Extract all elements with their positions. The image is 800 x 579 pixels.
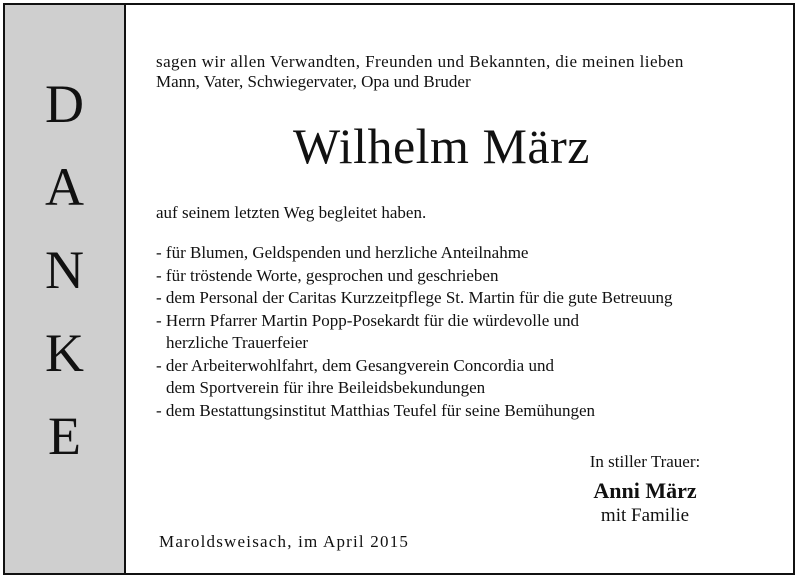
list-item: - für Blumen, Geldspenden und herzliche Anteilnahme [156, 243, 529, 262]
danke-letter: D [45, 74, 84, 134]
deceased-name: Wilhelm März [293, 118, 590, 174]
signer-family: mit Familie [600, 505, 690, 526]
list-item: - der Arbeiterwohlfahrt, dem Gesangverein Concordia und [156, 355, 554, 375]
danke-letter: E [48, 406, 81, 466]
follow-text: auf seinem letzten Weg begleitet haben. [156, 203, 427, 222]
list-item: herzliche Trauerfeier [166, 333, 309, 352]
signer-name: Anni März [593, 478, 697, 503]
list-item: - dem Bestattungsinstitut Matthias Teufel für seine Bemühungen [156, 400, 596, 420]
intro-line-1: sagen wir allen Verwandten, Freunden und Bekannten, die meinen lieben [156, 52, 684, 71]
danke-letter: N [45, 240, 84, 300]
mourning-label: In stiller Trauer: [589, 452, 701, 471]
obituary-card [3, 3, 795, 575]
list-item: - Herrn Pfarrer Martin Popp-Posekardt für die würdevolle und [156, 310, 579, 330]
list-item: dem Sportverein für ihre Beileidsbekundungen [166, 378, 486, 397]
danke-sidebar [5, 5, 126, 573]
danke-letter: A [45, 157, 84, 217]
place-date: Maroldsweisach, im April 2015 [159, 532, 410, 551]
danke-letter: K [45, 323, 84, 383]
list-item: - dem Personal der Caritas Kurzzeitpflege St. Martin für die gute Betreuung [156, 288, 673, 307]
thanks-list [156, 242, 672, 422]
intro-line-2: Mann, Vater, Schwiegervater, Opa und Bruder [156, 72, 471, 91]
list-item: - für tröstende Worte, gesprochen und geschrieben [156, 265, 499, 285]
